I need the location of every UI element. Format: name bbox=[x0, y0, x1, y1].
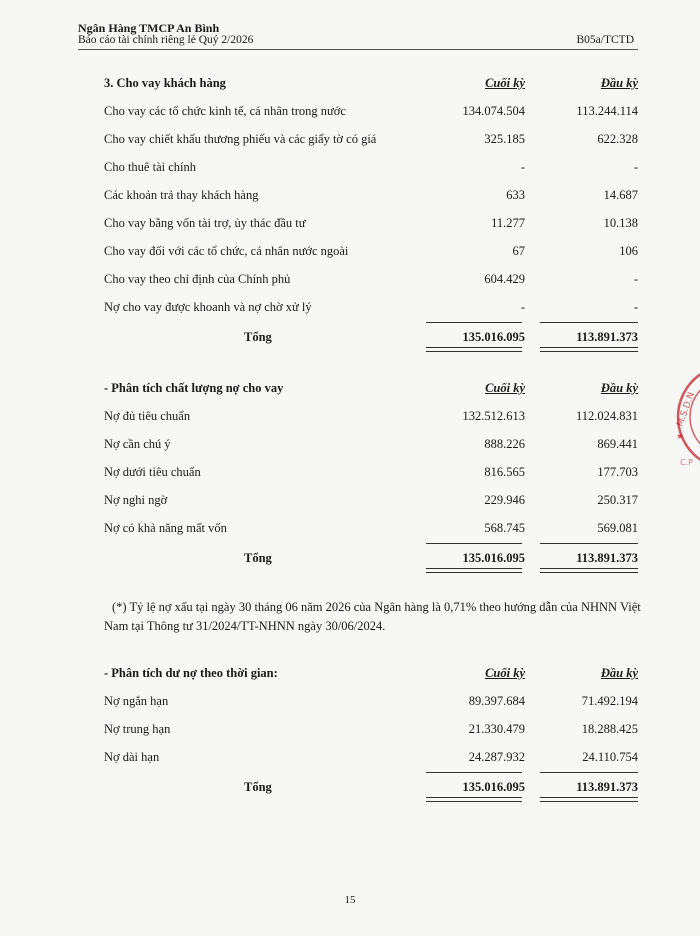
sum-rule bbox=[426, 772, 522, 773]
table-row bbox=[104, 688, 638, 716]
table-row bbox=[104, 182, 638, 210]
row-value-start: 250.317 bbox=[597, 493, 638, 507]
row-label: Nợ dưới tiêu chuẩn bbox=[104, 465, 201, 479]
total-row bbox=[104, 322, 638, 352]
total-value-start: 113.891.373 bbox=[576, 330, 638, 344]
total-value-end: 135.016.095 bbox=[462, 780, 525, 794]
row-label: Cho vay theo chỉ định của Chính phủ bbox=[104, 272, 291, 286]
table-row bbox=[104, 126, 638, 154]
section-loan-term bbox=[104, 660, 638, 802]
page-number: 15 bbox=[344, 894, 356, 906]
row-value-start: 112.024.831 bbox=[575, 409, 638, 423]
row-value-start: 113.244.114 bbox=[576, 104, 638, 118]
row-label: Nợ có khả năng mất vốn bbox=[104, 521, 227, 535]
table-row bbox=[104, 210, 638, 238]
row-value-end: 229.946 bbox=[484, 493, 525, 507]
row-label: Cho vay bằng vốn tài trợ, ủy thác đầu tư bbox=[104, 216, 306, 230]
row-value-end: 633 bbox=[506, 188, 525, 202]
table-row bbox=[104, 515, 638, 543]
row-label: Các khoản trả thay khách hàng bbox=[104, 188, 259, 202]
total-row bbox=[104, 543, 638, 573]
note-line-2: Nam tại Thông tư 31/2024/TT-NHNN ngày 30/06/2024. bbox=[104, 619, 386, 633]
double-rule bbox=[426, 347, 522, 352]
section-header-row bbox=[104, 660, 638, 688]
sum-rule bbox=[426, 543, 522, 544]
form-code: B05a/TCTD bbox=[576, 34, 634, 46]
row-label: Cho vay chiết khấu thương phiếu và các giấy tờ có giá bbox=[104, 132, 377, 146]
total-row bbox=[104, 772, 638, 802]
row-label: Cho vay các tổ chức kinh tế, cá nhân trong nước bbox=[104, 104, 346, 118]
row-label: Nợ đủ tiêu chuẩn bbox=[104, 409, 191, 423]
row-value-end: - bbox=[520, 300, 525, 314]
row-value-start: 177.703 bbox=[597, 465, 638, 479]
section-customer-loans bbox=[104, 70, 638, 352]
total-label: Tổng bbox=[244, 780, 272, 794]
total-value-end: 135.016.095 bbox=[462, 551, 525, 565]
table-row bbox=[104, 744, 638, 772]
row-value-start: 569.081 bbox=[597, 521, 638, 535]
row-value-start: 18.288.425 bbox=[581, 722, 638, 736]
section-header-row bbox=[104, 375, 638, 403]
svg-text:C.P: C.P bbox=[680, 458, 693, 467]
row-value-end: - bbox=[520, 160, 525, 174]
table-row bbox=[104, 266, 638, 294]
section-header-row bbox=[104, 70, 638, 98]
row-value-end: 816.565 bbox=[484, 465, 525, 479]
total-value-start: 113.891.373 bbox=[576, 551, 638, 565]
row-value-start: - bbox=[633, 272, 638, 286]
row-value-end: 134.074.504 bbox=[462, 104, 525, 118]
total-value-end: 135.016.095 bbox=[462, 330, 525, 344]
section-title: - Phân tích chất lượng nợ cho vay bbox=[104, 381, 284, 395]
double-rule bbox=[540, 568, 638, 573]
column-header-start: Đầu kỳ bbox=[600, 666, 638, 680]
table-row bbox=[104, 431, 638, 459]
total-label: Tổng bbox=[244, 551, 272, 565]
row-value-start: - bbox=[633, 160, 638, 174]
row-value-end: 67 bbox=[512, 244, 525, 258]
row-label: Nợ cần chú ý bbox=[104, 437, 171, 451]
sum-rule bbox=[540, 322, 638, 323]
sum-rule bbox=[540, 543, 638, 544]
bank-name: Ngân Hàng TMCP An Bình bbox=[78, 21, 220, 35]
column-header-end: Cuối kỳ bbox=[485, 666, 525, 680]
row-value-start: 24.110.754 bbox=[582, 750, 638, 764]
row-value-end: 132.512.613 bbox=[462, 409, 525, 423]
total-value-start: 113.891.373 bbox=[576, 780, 638, 794]
row-value-start: 71.492.194 bbox=[581, 694, 638, 708]
svg-text:M.S.D.N: M.S.D.N bbox=[675, 391, 698, 429]
section-loan-quality bbox=[104, 375, 638, 573]
double-rule bbox=[540, 347, 638, 352]
column-header-start: Đầu kỳ bbox=[600, 76, 638, 90]
row-label: Nợ ngắn hạn bbox=[104, 694, 169, 708]
row-label: Nợ cho vay được khoanh và nợ chờ xử lý bbox=[104, 300, 312, 314]
section-title: 3. Cho vay khách hàng bbox=[104, 76, 226, 90]
row-value-start: 106 bbox=[619, 244, 638, 258]
row-value-end: 325.185 bbox=[484, 132, 525, 146]
row-label: Nợ dài hạn bbox=[104, 750, 160, 764]
total-label: Tổng bbox=[244, 330, 272, 344]
table-row bbox=[104, 403, 638, 431]
table-row bbox=[104, 487, 638, 515]
row-value-end: 89.397.684 bbox=[468, 694, 525, 708]
table-row bbox=[104, 459, 638, 487]
row-value-start: 622.328 bbox=[597, 132, 638, 146]
row-value-end: 568.745 bbox=[484, 521, 525, 535]
double-rule bbox=[540, 797, 638, 802]
double-rule bbox=[426, 797, 522, 802]
row-value-start: 14.687 bbox=[603, 188, 638, 202]
table-row bbox=[104, 716, 638, 744]
double-rule bbox=[426, 568, 522, 573]
npl-ratio-note bbox=[104, 598, 644, 636]
row-value-end: 11.277 bbox=[491, 216, 525, 230]
seal-stamp-icon bbox=[668, 355, 700, 485]
row-value-start: 869.441 bbox=[597, 437, 638, 451]
row-label: Nợ trung hạn bbox=[104, 722, 171, 736]
table-row bbox=[104, 294, 638, 322]
row-value-end: 604.429 bbox=[484, 272, 525, 286]
sum-rule bbox=[540, 772, 638, 773]
header-divider bbox=[78, 49, 638, 50]
table-row bbox=[104, 238, 638, 266]
row-value-end: 21.330.479 bbox=[468, 722, 525, 736]
row-label: Cho vay đối với các tổ chức, cá nhân nước ngoài bbox=[104, 244, 349, 258]
row-value-end: 24.287.932 bbox=[468, 750, 525, 764]
row-label: Cho thuê tài chính bbox=[104, 160, 196, 174]
note-line-1: (*) Tỷ lệ nợ xấu tại ngày 30 tháng 06 năm 2026 của Ngân hàng là 0,71% theo hướng dẫn của NHNN Việt bbox=[112, 600, 641, 614]
report-title: Báo cáo tài chính riêng lẻ Quý 2/2026 bbox=[78, 34, 254, 46]
row-value-end: 888.226 bbox=[484, 437, 525, 451]
column-header-end: Cuối kỳ bbox=[485, 381, 525, 395]
row-value-start: - bbox=[633, 300, 638, 314]
section-title: - Phân tích dư nợ theo thời gian: bbox=[104, 666, 278, 680]
table-row bbox=[104, 98, 638, 126]
column-header-start: Đầu kỳ bbox=[600, 381, 638, 395]
svg-text:★: ★ bbox=[676, 432, 685, 442]
sum-rule bbox=[426, 322, 522, 323]
row-value-start: 10.138 bbox=[603, 216, 638, 230]
row-label: Nợ nghi ngờ bbox=[104, 493, 168, 507]
column-header-end: Cuối kỳ bbox=[485, 76, 525, 90]
table-row bbox=[104, 154, 638, 182]
